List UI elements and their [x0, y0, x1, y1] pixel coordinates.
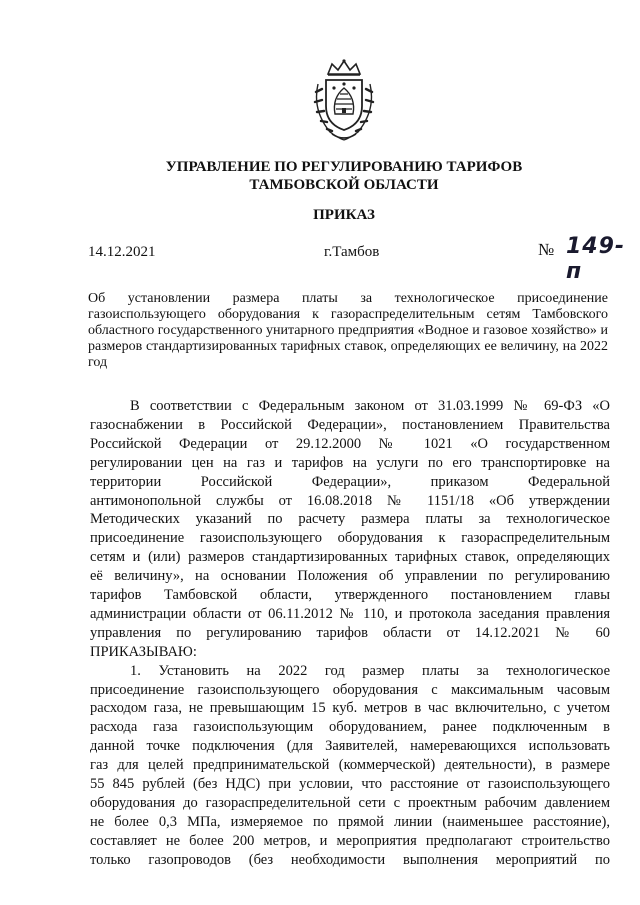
body-text-line: территории Российской Федерации», приказом Федеральной	[90, 473, 610, 490]
body-text-line: расхода газа газоиспользующим оборудованием, ранее подключенным в	[90, 719, 610, 736]
body-text-line: управления по регулированию тарифов области от 14.12.2021 № 60	[90, 624, 610, 641]
body-text-line: газ для целей предпринимательской (коммерческой) деятельности), в размере	[90, 757, 610, 774]
document-subject: Об установлении размера платы за технологическое присоединение газоиспользующего оборудования к газораспределительным сетям Тамбовского областного государственного унитарного предприятия «Водное и газовое хозяйство» и размеров стандартизированных тарифных ставок, определяющих ее величину, на 2022 год	[88, 291, 608, 370]
body-text-line: сетям и (или) размеров стандартизированных тарифных ставок, определяющих	[90, 549, 610, 566]
org-name-line2: ТАМБОВСКОЙ ОБЛАСТИ	[249, 177, 439, 193]
org-name-line1: УПРАВЛЕНИЕ ПО РЕГУЛИРОВАНИЮ ТАРИФОВ	[165, 159, 523, 175]
body-text-line: Российской Федерации от 29.12.2000 № 1021 «О государственном	[90, 435, 610, 452]
body-text-line: 1. Установить на 2022 год размер платы за технологическое	[130, 662, 610, 679]
body-text-line: регулировании цен на газ и тарифов на услуги по его транспортировке на	[90, 454, 610, 471]
body-text-line: оборудования до газораспределительной сети с проектным рабочим давлением	[90, 794, 610, 811]
document-type-title: ПРИКАЗ	[313, 207, 375, 223]
body-text-line: присоединение газоиспользующего оборудования с максимальным часовым	[90, 681, 610, 698]
body-text-line: расходом газа, не превышающим 15 куб. метров в час включительно, с учетом	[90, 700, 610, 717]
body-text-line: тарифов Тамбовской области, утвержденного постановлением главы	[90, 587, 610, 603]
coat-of-arms-icon	[308, 58, 380, 142]
document-date: 14.12.2021	[88, 244, 156, 260]
body-text-line: ПРИКАЗЫВАЮ:	[90, 643, 197, 660]
body-text-line: присоединение газоиспользующего оборудования к газораспределительным	[90, 530, 610, 547]
body-text-line: администрации области от 06.11.2012 № 110, и протокола заседания правления	[90, 605, 610, 622]
body-text-line: составляет не более 200 метров, и мероприятия предполагают строительство	[90, 832, 610, 849]
body-text-line: только газопроводов (без необходимости выполнения мероприятий по	[90, 851, 610, 868]
body-text-line: не более 0,3 МПа, измеряемое по прямой линии (наименьшее расстояние),	[90, 813, 610, 830]
document-city: г.Тамбов	[324, 244, 380, 260]
body-text-line: данной точке подключения (для Заявителей, намеревающихся использовать	[90, 738, 610, 755]
document-number-label: №	[538, 240, 555, 259]
document-number-handwritten: 149-п	[566, 234, 626, 284]
body-text-line: её величину», на основании Положения об управлении по регулированию	[90, 568, 610, 585]
body-text-line: 55 845 рублей (без НДС) при условии, что расстояние от газоиспользующего	[90, 776, 610, 792]
body-text-line: газоснабжении в Российской Федерации», постановлением Правительства	[90, 416, 610, 433]
body-text-line: Методических указаний по расчету размера платы за технологическое	[90, 511, 610, 528]
body-text-line: В соответствии с Федеральным законом от 31.03.1999 № 69-ФЗ «О	[130, 398, 610, 414]
body-text-line: антимонопольной службы от 16.08.2018 № 1151/18 «Об утверждении	[90, 492, 610, 509]
